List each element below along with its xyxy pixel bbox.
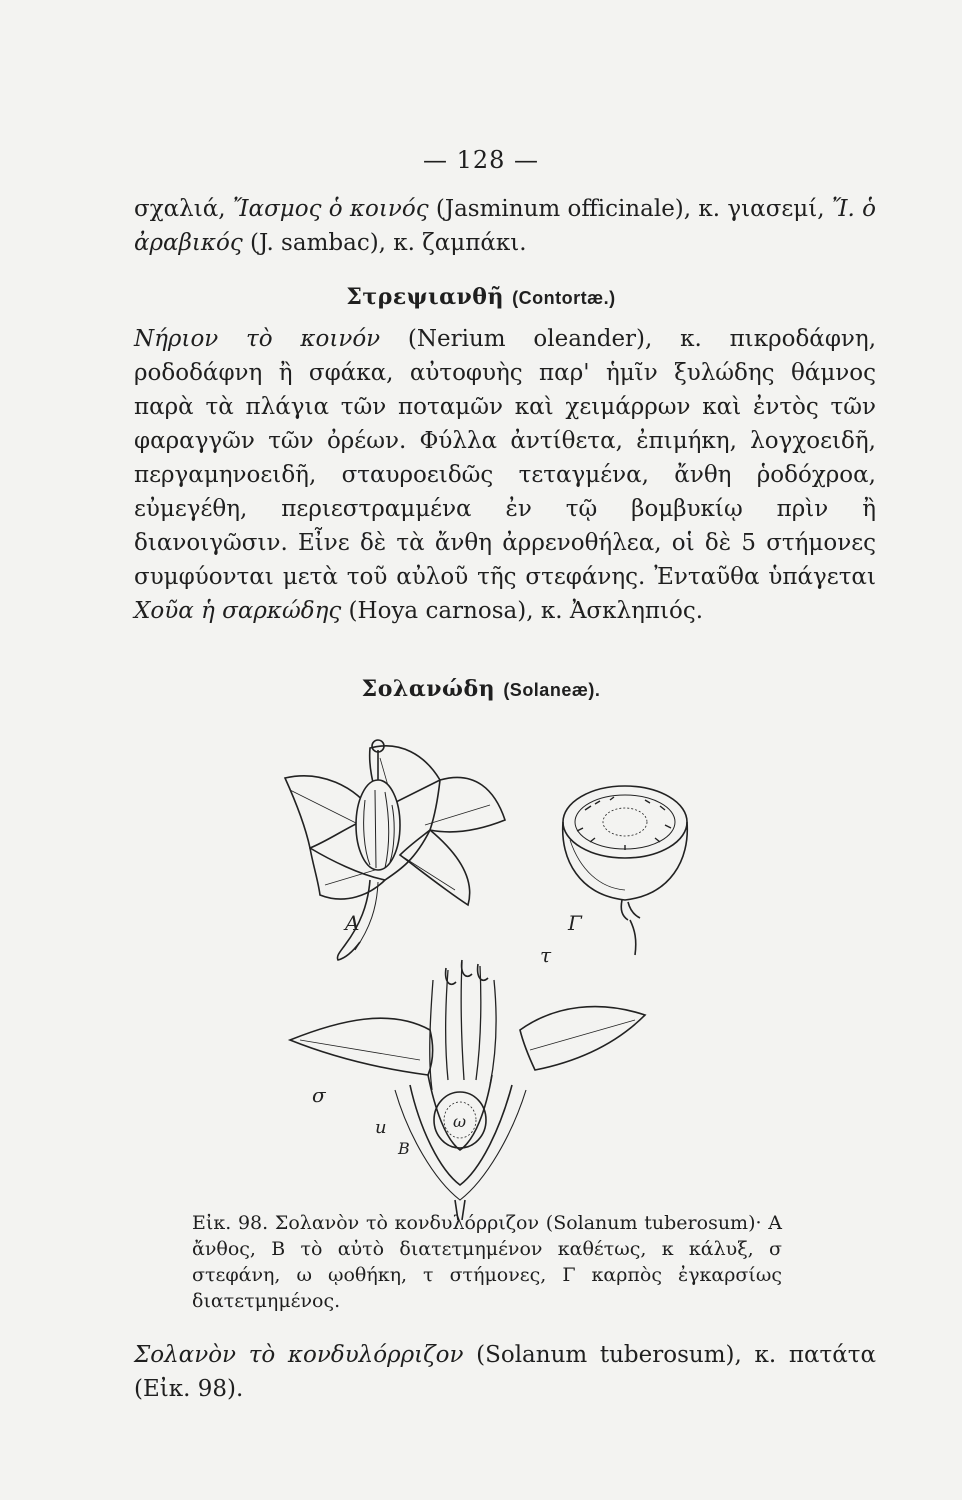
- heading-latin: (Contortæ.): [512, 288, 616, 308]
- text-run: (Nerium oleander), κ. πικροδάφνη, ροδοδάφνη ἢ σφάκα, αὐτοφυὴς παρ' ἡμῖν ξυλώδης θάμνος παρὰ τὰ πλάγια τῶν ποταμῶν καὶ χειμάρρων καὶ ἐντὸς τῶν φαραγγῶν τῶν ὀρέων. Φύλλα ἀντίθετα, ἐπιμήκη, λογχοειδῆ, περγαμηνοειδῆ, σταυροειδῶς τεταγμένα, ἄνθη ῥοδόχροα, εὐμεγέθη, περιεστραμμένα ἐν τῷ βομβυκίῳ πρὶν ἢ διανοιγῶσιν. Εἶνε δὲ τὰ ἄνθη ἀρρενοθήλεα, οἱ δὲ 5 στήμονες συμφύονται μετὰ τοῦ αὐλοῦ τῆς στεφάνης. Ἐνταῦθα ὑπάγεται: [134, 326, 876, 590]
- section-heading-contortae: [0, 284, 962, 310]
- text-run: (Hoya carnosa), κ. Ἀσκληπιός.: [341, 598, 704, 624]
- section-heading-solaneae: [0, 676, 962, 702]
- heading-greek: Σολανώδη: [361, 676, 496, 702]
- paragraph-solanum: [134, 1338, 876, 1406]
- flower-drawing: [285, 740, 505, 960]
- label-t: τ: [540, 943, 552, 967]
- label-g: Γ: [568, 911, 582, 935]
- flower-section-drawing: [290, 960, 645, 1220]
- paragraph-jasmine: [134, 192, 876, 260]
- heading-latin: (Solaneæ).: [503, 680, 601, 700]
- label-o: ω: [453, 1112, 467, 1131]
- species-name: Νήριον τὸ κοινόν: [134, 326, 381, 352]
- species-name: Σολανὸν τὸ κονδυλόρριζον: [134, 1342, 464, 1368]
- text-run: (Solanum tuberosum), κ. πατάτα (Εἰκ. 98).: [134, 1342, 876, 1402]
- page-number: — 128 —: [422, 146, 540, 174]
- figure-98-illustration: [250, 730, 810, 1220]
- text-run: (J. sambac), κ. ζαμπάκι.: [242, 230, 527, 256]
- species-name: Ἴασμος ὁ κοινός: [232, 196, 429, 222]
- paragraph-nerium: [134, 322, 876, 628]
- label-a: Α: [345, 911, 360, 935]
- label-b: Β: [398, 1139, 410, 1158]
- label-s: σ: [312, 1083, 326, 1107]
- figure-caption: Εἰκ. 98. Σολανὸν τὸ κονδυλόρριζον (Solanum tuberosum)· Α ἄνθος, Β τὸ αὐτὸ διατετμημένον καθέτως, κ κάλυξ, σ στεφάνη, ω ῳοθήκη, τ στήμονες, Γ καρπὸς ἐγκαρσίως διατετμημένος.: [192, 1212, 782, 1312]
- text-run: σχαλιά,: [134, 196, 233, 222]
- species-name: Χοῦα ἡ σαρκώδης: [134, 598, 342, 624]
- text-run: (Jasminum officinale), κ. γιασεμί,: [428, 196, 832, 222]
- label-u: u: [375, 1117, 387, 1138]
- heading-greek: Στρεψιανθῆ: [346, 284, 504, 310]
- species-name: Ἴ. ὁ ἀραβικός: [134, 196, 876, 256]
